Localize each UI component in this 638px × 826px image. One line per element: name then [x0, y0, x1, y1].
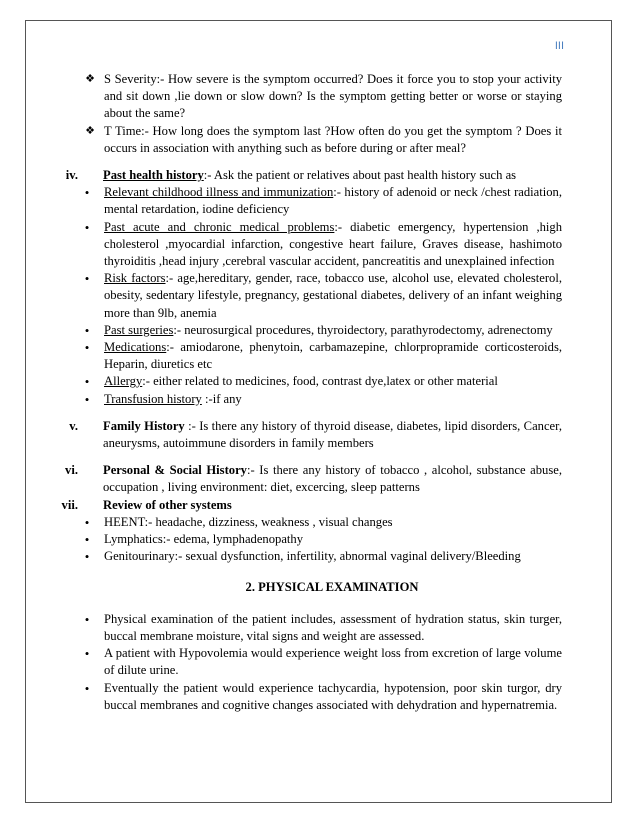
list-item: • Eventually the patient would experience tachycardia, hypotension, poor skin turgor, dry buccal membranes and cognitive changes associated with dehydration and hypernatremia.	[62, 680, 562, 714]
bullet-icon: •	[84, 532, 90, 548]
list-item: • HEENT:- headache, dizziness, weakness , visual changes	[62, 514, 562, 531]
section-numeral: v.	[69, 418, 78, 433]
list-item: • Risk factors:- age,hereditary, gender, race, tobacco use, alcohol use, elevated cholesterol, obesity, sedentary lifestyle, pregnancy, gestational diabetes, delivery of an infant weighing more than 9lb, anemia	[62, 270, 562, 322]
bullet-icon: •	[84, 271, 90, 287]
section-social-history: vi. Personal & Social History:- Is there any history of tobacco , alcohol, substance abuse, occupation , living environment: diet, excercing, sleep patterns	[62, 462, 562, 496]
section-family-history: v. Family History :- Is there any history of thyroid disease, diabetes, lipid disorders, Cancer, aneurysms, autoimmune disorders in family members	[62, 418, 562, 452]
document-body	[62, 71, 562, 714]
section-numeral: vii.	[61, 497, 78, 512]
bullet-icon: •	[84, 322, 90, 338]
list-item: • Relevant childhood illness and immunization:- history of adenoid or neck /chest radiation, mental retardation, iodine deficiency	[62, 184, 562, 218]
section-title: Past health history	[103, 168, 204, 183]
bullet-icon: •	[84, 549, 90, 565]
section-title: Personal & Social History	[103, 463, 247, 478]
list-item: • Past surgeries:- neurosurgical procedures, thyroidectory, parathyrodectomy, adrenectomy	[62, 322, 562, 339]
bullet-icon: •	[84, 646, 90, 662]
list-item: • Genitourinary:- sexual dysfunction, infertility, abnormal vaginal delivery/Bleeding	[62, 548, 562, 565]
section-numeral: vi.	[65, 463, 78, 478]
list-item: • Lymphatics:- edema, lymphadenopathy	[62, 531, 562, 548]
section-title: Family History	[103, 418, 185, 433]
bullet-icon: •	[84, 391, 90, 407]
list-item: • Allergy:- either related to medicines, food, contrast dye,latex or other material	[62, 373, 562, 390]
bullet-icon: •	[84, 340, 90, 356]
list-item: • Transfusion history :-if any	[62, 391, 562, 408]
list-item: • A patient with Hypovolemia would experience weight loss from excretion of large volume of dilute urine.	[62, 645, 562, 679]
bullet-icon: •	[84, 514, 90, 530]
list-item: • Past acute and chronic medical problems:- diabetic emergency, hypertension ,high cholesterol ,myocardial infarction, congestive heart failure, Graves disease, hashimoto thyroiditis ,head injury ,cerebral vascular accident, pancreatitis and unexplained infection	[62, 219, 562, 271]
section-title: Review of other systems	[103, 497, 232, 512]
section-numeral: iv.	[65, 168, 78, 183]
diamond-bullet-icon: ❖	[85, 73, 95, 85]
section-past-health-history: iv. Past health history:- Ask the patient or relatives about past health history such as	[62, 167, 562, 184]
bullet-icon: •	[84, 185, 90, 201]
bullet-icon: •	[84, 680, 90, 696]
section-review-systems	[62, 497, 562, 514]
section-heading-physical-examination: 2. PHYSICAL EXAMINATION	[245, 580, 419, 595]
bullet-icon: •	[84, 374, 90, 390]
list-item: • Medications:- amiodarone, phenytoin, carbamazepine, chlorpropramide corticosteroids, Heparin, diuretics etc	[62, 339, 562, 373]
bullet-icon: •	[84, 611, 90, 627]
bullet-icon: •	[84, 219, 90, 235]
list-item: • Physical examination of the patient includes, assessment of hydration status, skin turger, buccal membrane moisture, vital signs and weight are assessed.	[62, 611, 562, 645]
page-number: III	[554, 40, 564, 52]
diamond-bullet-icon: ❖	[85, 124, 95, 137]
list-item: ❖ T Time:- How long does the symptom last ?How often do you get the symptom ? Does it occurs in association with anything such as before during or after meal?	[85, 123, 562, 155]
list-item: ❖ S Severity:- How severe is the symptom occurred? Does it force you to stop your activity and sit down ,lie down or slow down? Is the symptom getting better or worse or staying about the same?	[85, 72, 562, 121]
